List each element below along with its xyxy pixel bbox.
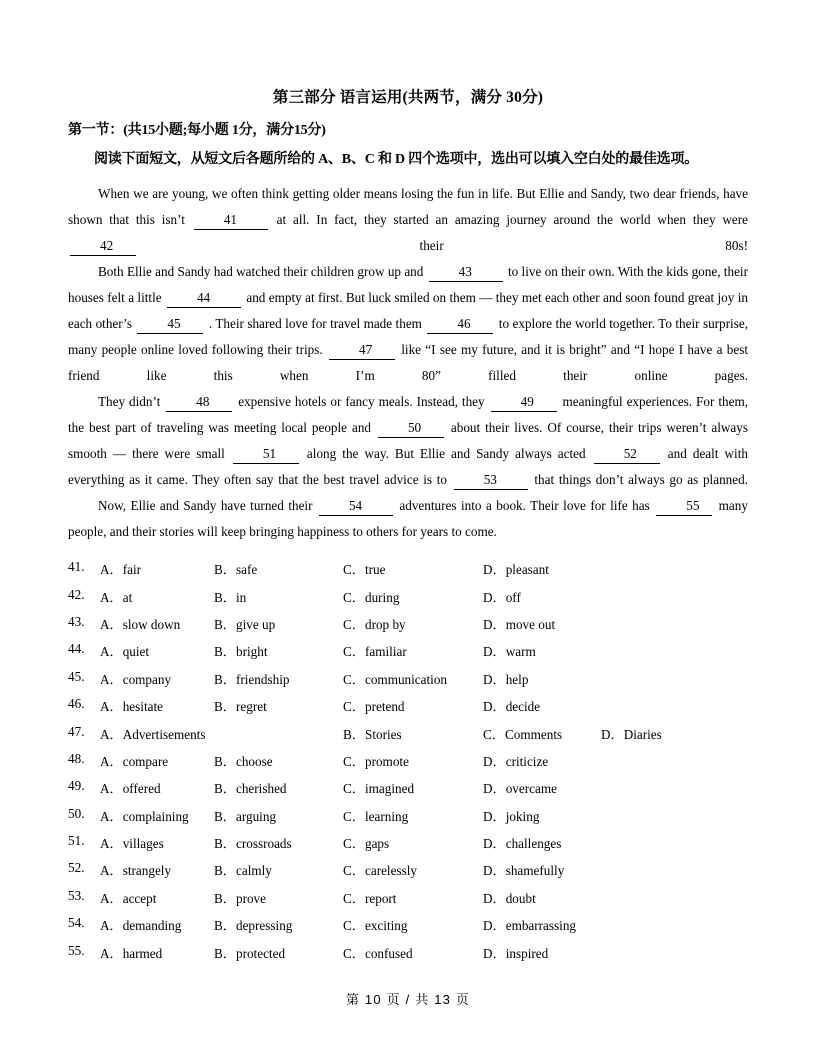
option-row (68, 888, 748, 915)
option-choice-d[interactable]: D．decide (483, 699, 541, 715)
blank-41: 41 (194, 211, 268, 230)
passage-text: about their lives. Of course, their trips weren’t always smooth — there were small (68, 420, 748, 462)
blank-49: 49 (491, 393, 557, 412)
option-choice-d[interactable]: D．overcame (483, 781, 557, 797)
question-number: 53. (68, 887, 85, 903)
question-number: 42. (68, 586, 85, 602)
blank-52: 52 (594, 445, 660, 464)
passage-text: Both Ellie and Sandy had watched their children grow up and (98, 264, 427, 280)
blank-53: 53 (454, 471, 528, 490)
cloze-passage (68, 181, 748, 545)
question-number: 51. (68, 833, 85, 849)
option-row (68, 641, 748, 668)
question-number: 49. (68, 778, 85, 794)
option-row (68, 833, 748, 860)
passage-text: their 80s! (138, 238, 748, 254)
option-choice-c[interactable]: C．imagined (343, 781, 415, 797)
passage-text: meaningful experiences. For them, the best part of traveling was meeting local people and (68, 394, 748, 436)
passage-text: to explore the world together. To their surprise, many people online loved following their trips. (68, 316, 748, 358)
passage-text: . Their shared love for travel made them (205, 316, 426, 332)
option-row (68, 696, 748, 723)
option-row (68, 860, 748, 887)
question-number: 47. (68, 723, 85, 739)
question-number: 54. (68, 915, 85, 931)
question-number: 45. (68, 668, 85, 684)
option-choice-b[interactable]: B．regret (214, 699, 267, 715)
option-row (68, 669, 748, 696)
blank-45: 45 (137, 315, 203, 334)
passage-text: like “I see my future, and it is bright” and “I hope I have a best friend like this when I’m 80” filled their online pages. (68, 342, 748, 384)
option-choice-c[interactable]: C．exciting (343, 918, 408, 934)
option-choice-d[interactable]: D．doubt (483, 890, 536, 906)
option-choice-b[interactable]: B．friendship (214, 671, 290, 687)
question-number: 44. (68, 641, 85, 657)
option-choice-b[interactable]: B．bright (214, 644, 268, 660)
passage-text: at all. In fact, they started an amazing journey around the world when they were (269, 212, 748, 228)
passage-paragraph-1 (68, 181, 748, 259)
option-row (68, 943, 748, 970)
passage-text: When we are young, we often think getting older means losing the fun in life. But Ellie and Sandy, two dear friends, have shown that this isn’t (68, 186, 748, 228)
section-heading: 第一节：(共15小题;每小题 1分，满分15分) (68, 122, 326, 138)
option-choice-d[interactable]: D．help (483, 671, 529, 687)
option-choice-a[interactable]: A．accept (100, 890, 157, 906)
option-choice-c[interactable]: C．during (343, 589, 400, 605)
option-choice-b[interactable]: B．prove (214, 890, 267, 906)
option-choice-c[interactable]: C．Comments (483, 726, 563, 742)
answer-options-list (68, 559, 748, 970)
directions-text: 阅读下面短文，从短文后各题所给的 A、B、C 和 D 四个选项中，选出可以填入空白处的最佳选项。 (94, 152, 699, 168)
option-choice-a[interactable]: A．villages (100, 836, 164, 852)
option-choice-c[interactable]: C．drop by (343, 616, 406, 632)
option-choice-b[interactable]: B．choose (214, 753, 273, 769)
passage-text: many people, and their stories will keep bringing happiness to others for years to come. (68, 498, 748, 540)
option-choice-b[interactable]: B．arguing (214, 808, 277, 824)
option-choice-a[interactable]: A．offered (100, 781, 161, 797)
option-choice-b[interactable]: B．depressing (214, 918, 293, 934)
option-choice-b[interactable]: B．give up (214, 616, 276, 632)
option-choice-d[interactable]: D．inspired (483, 945, 549, 961)
option-row (68, 559, 748, 586)
option-choice-c[interactable]: C．report (343, 890, 397, 906)
question-number: 48. (68, 750, 85, 766)
option-choice-c[interactable]: C．confused (343, 945, 413, 961)
option-choice-c[interactable]: C．gaps (343, 836, 390, 852)
blank-48: 48 (166, 393, 232, 412)
blank-55: 55 (656, 497, 712, 516)
option-choice-a[interactable]: A．harmed (100, 945, 163, 961)
option-row (68, 724, 748, 751)
option-choice-a[interactable]: A．at (100, 589, 133, 605)
option-choice-d[interactable]: D．off (483, 589, 521, 605)
option-choice-d[interactable]: D．Diaries (601, 726, 662, 742)
question-number: 46. (68, 696, 85, 712)
question-number: 55. (68, 942, 85, 958)
option-choice-a[interactable]: A．complaining (100, 808, 189, 824)
passage-text: to live on their own. With the kids gone, their houses felt a little (68, 264, 748, 306)
blank-47: 47 (329, 341, 395, 360)
option-choice-d[interactable]: D．shamefully (483, 863, 565, 879)
blank-51: 51 (233, 445, 299, 464)
option-choice-b[interactable]: B．Stories (343, 726, 402, 742)
option-choice-a[interactable]: A．strangely (100, 863, 172, 879)
option-choice-c[interactable]: C．true (343, 562, 386, 578)
option-choice-a[interactable]: A．fair (100, 562, 142, 578)
passage-paragraph-3 (68, 389, 748, 493)
question-number: 43. (68, 613, 85, 629)
page-footer: 第 10 页 / 共 13 页 (345, 992, 471, 1007)
question-number: 41. (68, 559, 85, 575)
passage-text: They didn’t (98, 394, 165, 410)
option-choice-d[interactable]: D．joking (483, 808, 540, 824)
option-row (68, 614, 748, 641)
option-choice-a[interactable]: A．company (100, 671, 172, 687)
option-row (68, 915, 748, 942)
blank-43: 43 (429, 263, 503, 282)
blank-50: 50 (378, 419, 444, 438)
option-choice-a[interactable]: A．slow down (100, 616, 181, 632)
option-row (68, 806, 748, 833)
option-choice-a[interactable]: A．quiet (100, 644, 150, 660)
option-choice-c[interactable]: C．learning (343, 808, 409, 824)
option-choice-d[interactable]: D．pleasant (483, 562, 549, 578)
passage-text: along the way. But Ellie and Sandy always acted (300, 446, 592, 462)
option-choice-c[interactable]: C．promote (343, 753, 409, 769)
option-row (68, 751, 748, 778)
part-title: 第三部分 语言运用(共两节，满分 30分) (272, 89, 544, 106)
passage-text: and empty at first. But luck smiled on them — they met each other and soon found great joy in each other’s (68, 290, 748, 332)
passage-paragraph-2 (68, 259, 748, 389)
passage-text: that things don’t always go as planned. (529, 472, 748, 488)
option-choice-c[interactable]: C．carelessly (343, 863, 417, 879)
passage-text: Now, Ellie and Sandy have turned their (98, 498, 317, 514)
option-choice-d[interactable]: D．embarrassing (483, 918, 577, 934)
option-choice-c[interactable]: C．pretend (343, 699, 405, 715)
option-choice-b[interactable]: B．cherished (214, 781, 287, 797)
passage-text: expensive hotels or fancy meals. Instead, they (234, 394, 489, 410)
option-choice-d[interactable]: D．move out (483, 616, 556, 632)
question-number: 50. (68, 805, 85, 821)
option-choice-b[interactable]: B．safe (214, 562, 258, 578)
option-choice-a[interactable]: A．Advertisements (100, 726, 206, 742)
option-choice-c[interactable]: C．familiar (343, 644, 407, 660)
option-choice-c[interactable]: C．communication (343, 671, 448, 687)
option-choice-b[interactable]: B．calmly (214, 863, 272, 879)
passage-text: and dealt with everything as it came. They often say that the best travel advice is to (68, 446, 748, 488)
question-number: 52. (68, 860, 85, 876)
option-choice-b[interactable]: B．protected (214, 945, 286, 961)
blank-42: 42 (70, 237, 136, 256)
option-choice-b[interactable]: B．crossroads (214, 836, 292, 852)
blank-54: 54 (319, 497, 393, 516)
option-choice-d[interactable]: D．criticize (483, 753, 549, 769)
blank-44: 44 (167, 289, 241, 308)
option-choice-a[interactable]: A．hesitate (100, 699, 163, 715)
option-choice-d[interactable]: D．challenges (483, 836, 562, 852)
option-row (68, 778, 748, 805)
passage-text: adventures into a book. Their love for life has (394, 498, 655, 514)
option-choice-b[interactable]: B．in (214, 589, 247, 605)
option-choice-d[interactable]: D．warm (483, 644, 536, 660)
blank-46: 46 (427, 315, 493, 334)
option-row (68, 587, 748, 614)
passage-paragraph-4 (68, 493, 748, 545)
option-choice-a[interactable]: A．demanding (100, 918, 182, 934)
option-choice-a[interactable]: A．compare (100, 753, 169, 769)
